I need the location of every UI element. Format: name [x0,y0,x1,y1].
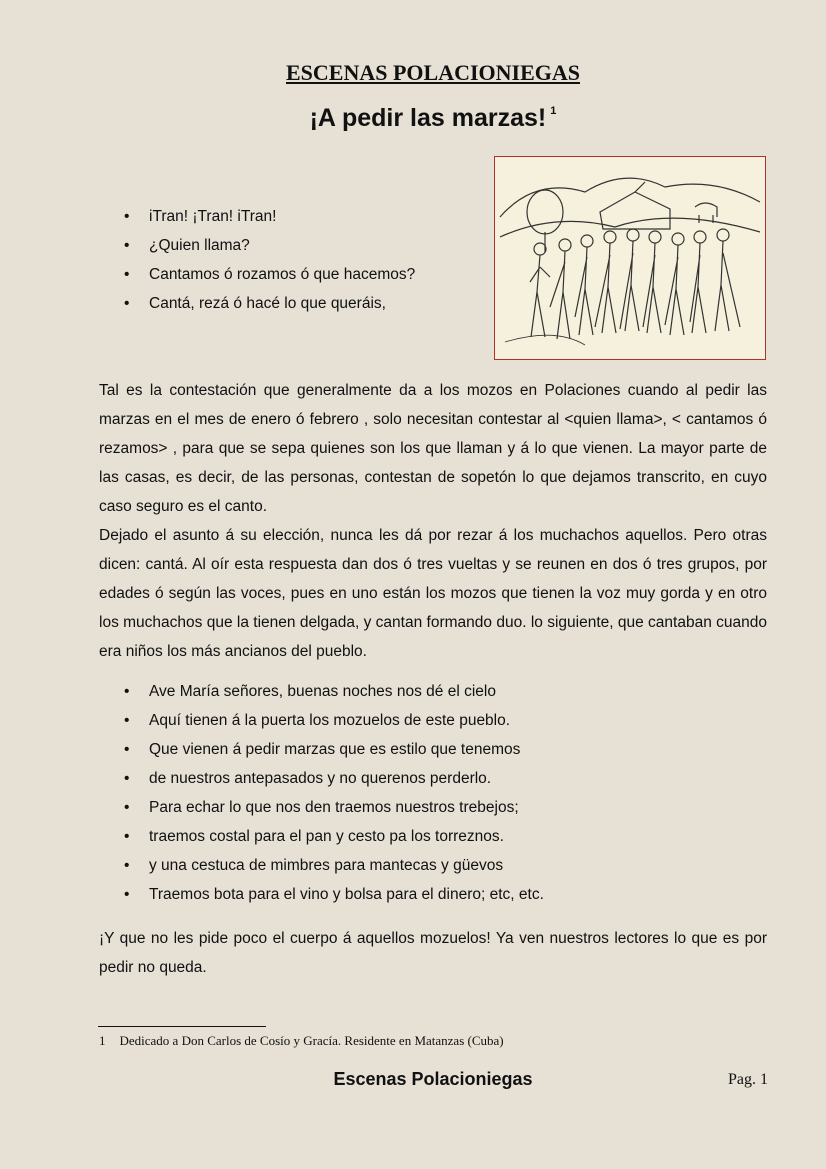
intro-dialogue-list [120,202,415,318]
bullet-icon: • [124,266,130,283]
body-paragraph: Tal es la contestación que generalmente da a los mozos en Polaciones cuando al pedir las marzas en el mes de enero ó febrero , solo necesitan contestar al <quien llama>, < cantamos ó rezamos> , para que se sepa quienes son los que llaman y á lo que vienen. La mayor parte de las casas, es decir, de las personas, contestan de sopetón lo que dejamos transcrito, en cuyo caso seguro es el canto. [99,382,767,515]
document-subtitle [0,104,826,133]
footnote-reference[interactable]: 1 [550,105,557,117]
list-item-text: de nuestros antepasados y no querenos perderlo. [149,770,492,787]
bullet-icon: • [124,741,130,758]
list-item [120,880,544,909]
subtitle-text: ¡A pedir las marzas! [309,104,547,132]
list-item-text: Aquí tienen á la puerta los mozuelos de este pueblo. [149,712,511,729]
footnote-number: 1 [99,1033,106,1048]
bullet-icon: • [124,799,130,816]
list-item [120,231,415,260]
list-item-text: traemos costal para el pan y cesto pa los torreznos. [149,828,504,845]
page-number: Pag. 1 [728,1071,768,1088]
list-item [120,793,544,822]
footnote-text: Dedicado a Don Carlos de Cosío y Gracía. Residente en Matanzas (Cuba) [119,1033,504,1048]
list-item [120,735,544,764]
list-item [120,706,544,735]
bullet-icon: • [124,683,130,700]
list-item-text: iTran! ¡Tran! iTran! [149,208,277,225]
footnote [99,1033,504,1049]
illustration-drawing [494,156,766,360]
bullet-icon: • [124,295,130,312]
bullet-icon: • [124,828,130,845]
bullet-icon: • [124,237,130,254]
list-item-text: Cantamos ó rozamos ó que hacemos? [149,266,416,283]
list-item-text: Ave María señores, buenas noches nos dé el cielo [149,683,496,700]
list-item-text: Para echar lo que nos den traemos nuestros trebejos; [149,799,519,816]
list-item [120,764,544,793]
song-verses-list [120,677,544,909]
list-item [120,289,415,318]
closing-paragraph: ¡Y que no les pide poco el cuerpo á aquellos mozuelos! Ya ven nuestros lectores lo que es por pedir no queda. [99,930,767,976]
body-paragraph: Dejado el asunto á su elección, nunca les dá por rezar á los muchachos aquellos. Pero otras dicen: cantá. Al oír esta respuesta dan dos ó tres vueltas y se reunen en dos ó tres grupos, por edades ó según las voces, pues en uno están los mozos que tienen la voz muy gorda y en otro los muchachos que la tienen delgada, y cantan formando duo. lo siguiente, que cantaban cuando era niños los más ancianos del pueblo. [99,527,767,660]
drawing-of-young-men-with-staffs-icon [495,157,765,359]
bullet-icon: • [124,712,130,729]
body-paragraph-block [99,376,767,666]
footer-title: Escenas Polacioniegas [333,1069,533,1089]
list-item [120,851,544,880]
bullet-icon: • [124,770,130,787]
document-title: ESCENAS POLACIONIEGAS [285,60,580,85]
list-item-text: Cantá, rezá ó hacé lo que queráis, [149,295,386,312]
list-item-text: Que vienen á pedir marzas que es estilo que tenemos [149,741,521,758]
bullet-icon: • [124,886,130,903]
bullet-icon: • [124,857,130,874]
list-item-text: Traemos bota para el vino y bolsa para el dinero; etc, etc. [149,886,544,903]
list-item-text: y una cestuca de mimbres para mantecas y güevos [149,857,504,874]
footnote-divider [98,1026,266,1027]
bullet-icon: • [124,208,130,225]
list-item-text: ¿Quien llama? [149,237,250,254]
list-item [120,677,544,706]
list-item [120,822,544,851]
list-item [120,260,415,289]
list-item [120,202,415,231]
